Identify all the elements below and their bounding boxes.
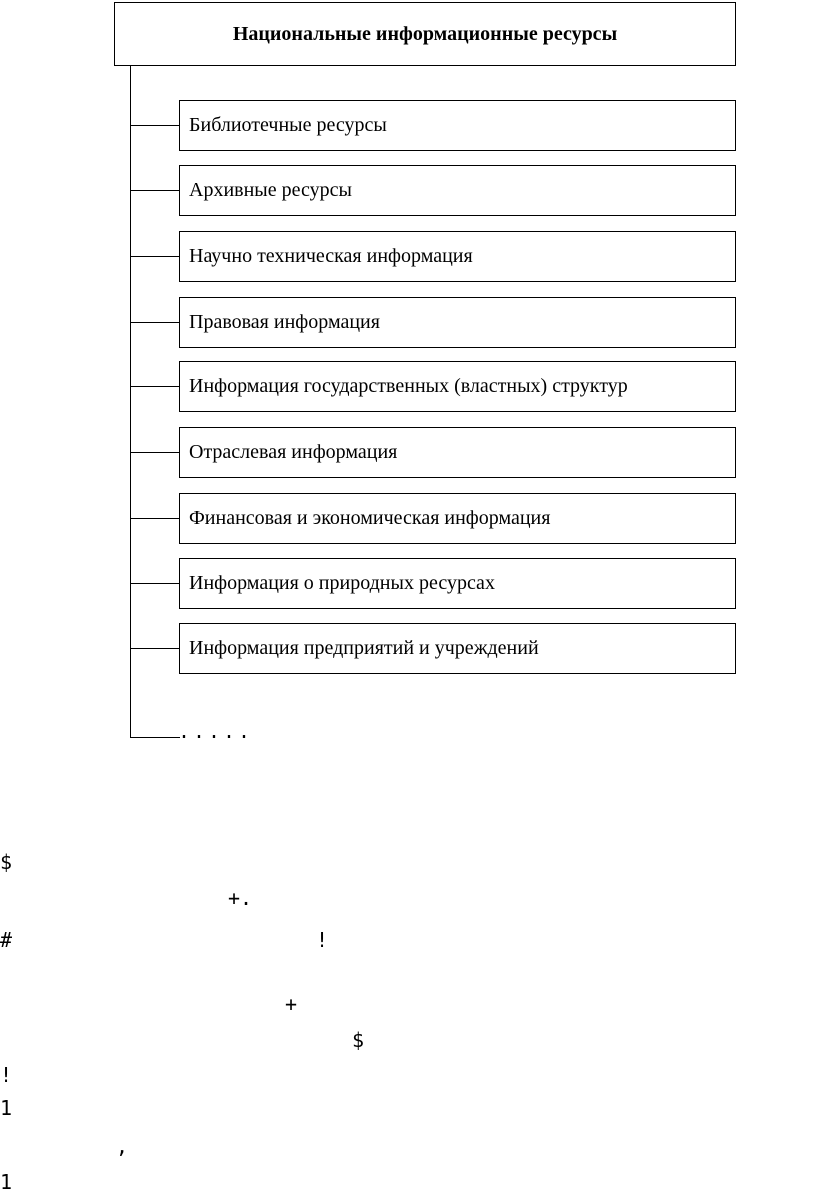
child-node-label: Правовая информация bbox=[189, 311, 380, 333]
child-node-label: Научно техническая информация bbox=[189, 245, 473, 267]
child-node-label: Финансовая и экономическая информация bbox=[189, 507, 551, 529]
stray-glyph: 1 bbox=[0, 1096, 13, 1120]
branch-line bbox=[130, 386, 180, 387]
stray-glyph: # bbox=[0, 928, 13, 952]
child-node-label: Информация государственных (властных) структур bbox=[189, 375, 628, 397]
branch-line bbox=[130, 518, 180, 519]
child-node-label: Библиотечные ресурсы bbox=[189, 114, 387, 136]
stray-glyph: ! bbox=[316, 928, 329, 952]
child-node-label: Архивные ресурсы bbox=[189, 179, 352, 201]
child-node-natural bbox=[179, 558, 736, 609]
branch-line bbox=[130, 256, 180, 257]
child-node-label: Информация о природных ресурсах bbox=[189, 572, 495, 594]
child-node-label: Отраслевая информация bbox=[189, 441, 398, 463]
branch-line bbox=[130, 737, 180, 738]
branch-line bbox=[130, 322, 180, 323]
child-node-government bbox=[179, 361, 736, 412]
child-node-library bbox=[179, 100, 736, 151]
child-node-scientific bbox=[179, 231, 736, 282]
child-node-archive bbox=[179, 165, 736, 216]
root-node-box bbox=[114, 2, 736, 66]
stray-glyph: +. bbox=[228, 886, 253, 910]
stray-glyph: 1 bbox=[0, 1170, 13, 1194]
child-node-enterprises bbox=[179, 623, 736, 674]
root-node-label: Национальные информационные ресурсы bbox=[232, 22, 618, 45]
branch-line bbox=[130, 190, 180, 191]
branch-line bbox=[130, 125, 180, 126]
branch-line bbox=[130, 452, 180, 453]
tree-trunk-line bbox=[130, 66, 131, 738]
stray-glyph: ! bbox=[0, 1063, 13, 1087]
branch-line bbox=[130, 583, 180, 584]
child-node-label: Информация предприятий и учреждений bbox=[189, 637, 539, 659]
child-node-industry bbox=[179, 427, 736, 478]
stray-glyph: , bbox=[116, 1134, 129, 1158]
continuation-ellipsis: ..... bbox=[178, 722, 254, 745]
child-node-financial bbox=[179, 493, 736, 544]
stray-glyph: $ bbox=[352, 1028, 365, 1052]
child-node-legal bbox=[179, 297, 736, 348]
branch-line bbox=[130, 648, 180, 649]
stray-glyph: $ bbox=[0, 850, 13, 874]
stray-glyph: + bbox=[285, 992, 298, 1016]
